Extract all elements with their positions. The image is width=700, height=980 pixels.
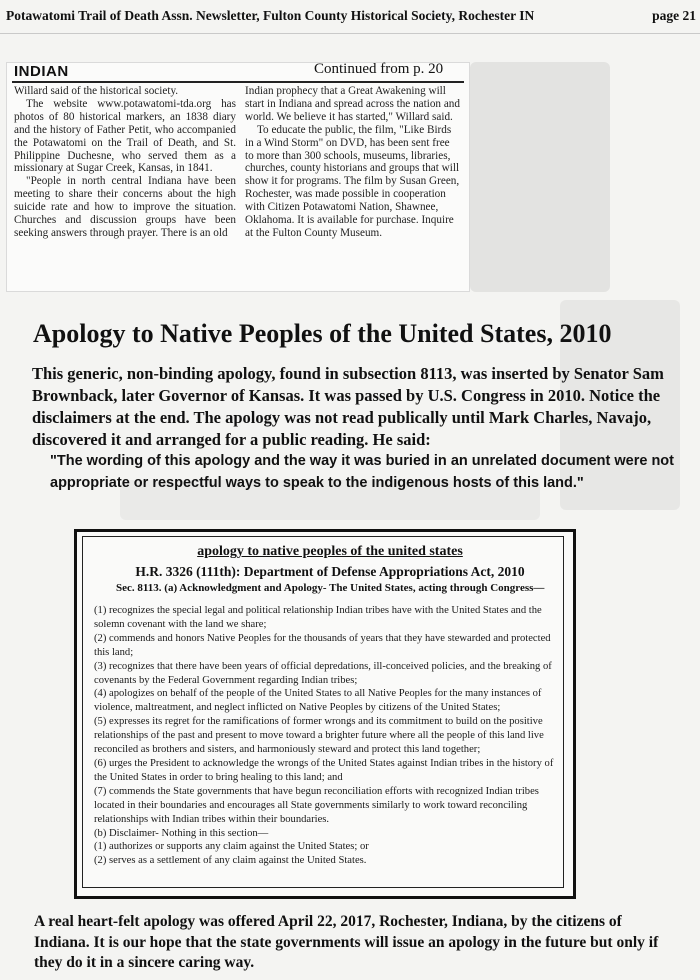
clipping-paragraph: The website www.potawatomi-tda.org has photos of 80 historical markers, an 1838 diary and the history of Father Petit, who accompanied the Potawatomi on the Trail of Death, and St. Philippine Duchesne, who served them as a missionary at Sugar Creek, Kansas, in 1841. (14, 97, 236, 175)
clipping-rule (12, 81, 464, 83)
apology-item: (1) authorizes or supports any claim against the United States; or (94, 841, 369, 853)
apology-item: (3) recognizes that there have been years of official depredations, ill-conceived policies, and the breaking of covenants by the Federal Government regarding Indian tribes; (94, 660, 552, 686)
page-number: page 21 (652, 8, 696, 23)
clipping-paragraph: "People in north central Indiana have been meeting to share their concerns about the high suicide rate and how to improve the situation. Churches and discussion groups have been seeking answers through prayer. There is an old (14, 175, 236, 239)
background-art-top (470, 62, 610, 292)
apology-item: (b) Disclaimer- Nothing in this section— (94, 827, 269, 839)
clipping-column-2 (245, 85, 460, 240)
article-intro: This generic, non-binding apology, found in subsection 8113, was inserted by Senator Sam Brownback, later Governor of Kansas. It was passed by U.S. Congress in 2010. Notice the disclaimers at the end. The apology was not read publically until Mark Charles, Navajo, discovered it and arranged for a public reading. He said: (32, 364, 664, 449)
apology-item: (6) urges the President to acknowledge the wrongs of the United States against Indian tribes in the history of the United States in order to bring healing to this land; and (94, 757, 554, 783)
apology-title: apology to native peoples of the united states (197, 544, 463, 559)
clipping-title: INDIAN (14, 63, 69, 80)
apology-item: (4) apologizes on behalf of the people of the United States to all Native Peoples for the many instances of violence, maltreatment, and neglect inflicted on Native Peoples by citizens of the United States; (94, 688, 542, 714)
apology-items (94, 604, 558, 868)
apology-item: (7) commends the State governments that have begun reconciliation efforts with recognized Indian tribes located in their boundaries and encourages all State governments similarly to work toward reconciling relationships with Indian tribes within their boundaries. (94, 785, 539, 825)
clipping-paragraph: Willard said of the historical society. (14, 85, 179, 97)
apology-item: (5) expresses its regret for the ramifications of former wrongs and its commitment to build on the positive relationships of the past and present to move toward a brighter future where all the people of this land live reconciled as brothers and sisters, and harmoniously steward and protect this land together; (94, 716, 544, 756)
apology-section: Sec. 8113. (a) Acknowledgment and Apology- The United States, acting through Congress— (116, 582, 545, 594)
apology-item: (1) recognizes the special legal and political relationship Indian tribes have with the United States and the solemn covenant with the land we share; (94, 605, 542, 630)
article-title: Apology to Native Peoples of the United States, 2010 (33, 319, 612, 348)
clipping-column-1 (14, 85, 236, 240)
apology-item: (2) commends and honors Native Peoples for the thousands of years that they have stewarded and protected this land; (94, 632, 551, 658)
apology-item: (2) serves as a settlement of any claim against the United States. (94, 855, 367, 867)
clipping-continued: Continued from p. 20 (314, 61, 444, 77)
mark-charles-quote: "The wording of this apology and the way it was buried in an unrelated document were not appropriate or respectful ways to speak to the indigenous hosts of this land." (50, 453, 674, 491)
clipping-paragraph: To educate the public, the film, "Like Birds in a Wind Storm" on DVD, has been sent free to more than 300 schools, museums, libraries, churches, county historians and groups that will show it for programs. The film by Susan Green, Rochester, was made possible in cooperation with Citizen Potawatomi Nation, Shawnee, Oklahoma. It is available for purchase. Inquire at the Fulton County Museum. (245, 123, 460, 239)
clipping-paragraph: Indian prophecy that a Great Awakening will start in Indiana and spread across the nation and world. We believe it has started," Willard said. (245, 85, 460, 123)
apology-bill: H.R. 3326 (111th): Department of Defense Appropriations Act, 2010 (135, 564, 525, 579)
page-header (6, 8, 696, 24)
closing-paragraph: A real heart-felt apology was offered April 22, 2017, Rochester, Indiana, by the citizens of Indiana. It is our hope that the state governments will issue an apology in the future but only if they do it in a sincere caring way. (34, 913, 659, 971)
newsletter-title: Potawatomi Trail of Death Assn. Newsletter, Fulton County Historical Society, Rochester IN (6, 8, 535, 23)
header-divider (0, 33, 700, 34)
